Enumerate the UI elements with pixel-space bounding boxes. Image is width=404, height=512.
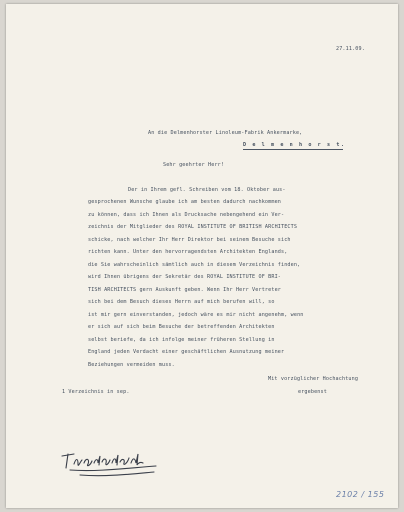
closing-ergebenst: ergebenst	[298, 389, 327, 395]
enclosure-note: 1 Verzeichnis in sep.	[62, 389, 130, 395]
letter-date: 27.11.09.	[336, 46, 365, 52]
closing-line: Mit vorzüglicher Hochachtung	[268, 376, 359, 382]
body-line: wird Ihnen übrigens der Sekretär des ROYAL INSTITUTE OF BRI-	[88, 274, 282, 280]
letter-sheet	[6, 4, 398, 508]
body-line: selbst beriefe, da ich infolge meiner früheren Stellung in	[88, 337, 275, 343]
body-line: TISH ARCHITECTS gern Auskunft geben. Wenn Ihr Herr Vertreter	[88, 287, 282, 293]
body-line: schicke, nach welcher Ihr Herr Direktor bei seinem Besuche sich	[88, 237, 291, 243]
body-line: Der in Ihrem gefl. Schreiben vom 18. Oktober aus-	[128, 187, 286, 193]
body-line: sich bei dem Besuch dieses Herrn auf mich berufen will, so	[88, 299, 275, 305]
body-line: Beziehungen vermeiden muss.	[88, 362, 175, 368]
salutation: Sehr geehrter Herr!	[163, 162, 225, 168]
handwritten-signature	[28, 448, 188, 484]
city-underline	[243, 149, 343, 150]
body-line: zeichnis der Mitglieder des ROYAL INSTITUTE OF BRITISH ARCHITECTS	[88, 224, 298, 230]
body-line: ist mir gern einverstanden, jedoch wäre es mir nicht angenehm, wenn	[88, 312, 304, 318]
recipient-city: D e l m e n h o r s t.	[243, 142, 346, 148]
body-line: er sich auf sich beim Besuche der betreffenden Architekten	[88, 324, 275, 330]
recipient-address: An die Delmenhorster Linoleum-Fabrik Ankermarke,	[148, 130, 303, 136]
body-line: gesprochenen Wunsche glaube ich am besten dadurch nachkommen	[88, 199, 282, 205]
body-line: zu können, dass ich Ihnen als Drucksache nebengehend ein Ver-	[88, 212, 285, 218]
body-line: richten kann. Unter den hervorragendsten Architekten Englands,	[88, 249, 288, 255]
archive-number: 2102 / 155	[336, 490, 385, 499]
body-line: England jeden Verdacht einer geschäftlichen Ausnutzung meiner	[88, 349, 285, 355]
body-line: die Sie wahrscheinlich sämtlich auch in diesem Verzeichnis finden,	[88, 262, 301, 268]
